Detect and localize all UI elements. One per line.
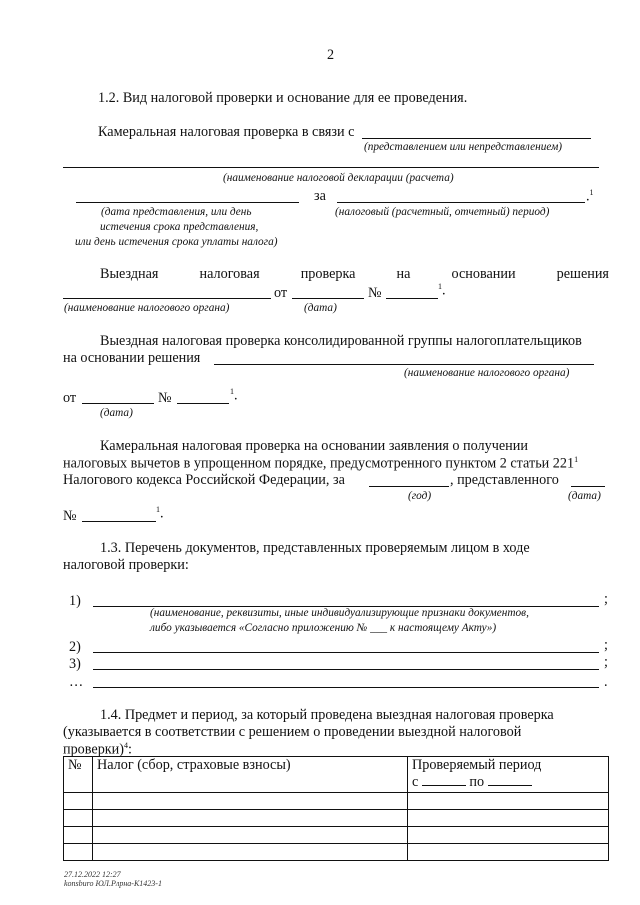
word-no: №	[63, 508, 77, 524]
section-1-4-title-1: 1.4. Предмет и период, за который проведена выездная налоговая проверка	[100, 707, 554, 723]
doc-item-number: 3)	[69, 656, 81, 672]
word-za: за	[314, 188, 326, 204]
doc-item-number: 2)	[69, 639, 81, 655]
consolidated-date-field[interactable]	[82, 403, 154, 404]
submission-date-field[interactable]	[76, 202, 299, 203]
simplified-line-3-b: , представленного	[450, 472, 559, 488]
word-ot: от	[274, 285, 288, 301]
declaration-hint: (наименование налоговой декларации (расчета)	[223, 172, 454, 184]
consolidated-line-2: на основании решения	[63, 350, 201, 366]
footnote-ref: 1	[589, 188, 594, 197]
col-tax-header: Налог (сбор, страховые взносы)	[93, 757, 408, 793]
simplified-line-2: налоговых вычетов в упрощенном порядке, предусмотренного пунктом 2 статьи $221^1$	[63, 455, 579, 472]
consolidated-number-field[interactable]	[177, 403, 229, 404]
consolidated-organ-hint: (наименование налогового органа)	[404, 367, 570, 379]
simplified-number-field[interactable]	[82, 521, 156, 522]
word-ot: от	[63, 390, 77, 406]
consolidated-organ-field[interactable]	[214, 364, 594, 365]
date-hint-1: (дата представления, или день	[101, 206, 252, 218]
section-1-4-title-2: (указывается в соответствии с решением о проведении выездной налоговой	[63, 724, 522, 740]
footnote-ref: 1	[438, 282, 442, 291]
doc-item-field[interactable]	[93, 652, 599, 653]
word-no: №	[158, 390, 172, 406]
consolidated-date-hint: (дата)	[100, 407, 133, 419]
doc-item-number: 1)	[69, 593, 81, 609]
table-row[interactable]	[64, 844, 609, 861]
table-row[interactable]	[64, 793, 609, 810]
simplified-line-1: Камеральная налоговая проверка на основании заявления о получении	[100, 438, 528, 454]
period-hint: (налоговый (расчетный, отчетный) период)	[335, 206, 550, 218]
simplified-date-field[interactable]	[571, 486, 605, 487]
footnote-ref: 1	[230, 387, 234, 396]
declaration-name-field[interactable]	[63, 167, 599, 168]
field-audit-line: Выездная налоговая проверка на основании решения	[100, 266, 609, 282]
col-number-header: №	[64, 757, 93, 793]
simplified-year-field[interactable]	[369, 486, 449, 487]
doc-item-field[interactable]	[93, 687, 599, 688]
simplified-line-3-a: Налогового кодекса Российской Федерации, за	[63, 472, 345, 488]
doc-item-end: ;	[604, 654, 608, 670]
section-1-4-title-3: проверки)$^4$:	[63, 741, 132, 758]
footnote-ref: 1	[156, 505, 160, 514]
audit-organ-field[interactable]	[63, 298, 271, 299]
doc-item-field[interactable]	[93, 669, 599, 670]
table-row[interactable]	[64, 827, 609, 844]
submission-hint: (представлением или непредставлением)	[364, 141, 563, 153]
cameral-lead: Камеральная налоговая проверка в связи с	[98, 124, 355, 140]
col-period-header: Проверяемый период с по	[408, 757, 609, 793]
date-hint-2: истечения срока представления,	[100, 221, 259, 233]
page-number: 2	[327, 47, 335, 63]
footer-timestamp: 27.12.2022 12:27	[64, 870, 121, 879]
doc-hint-1: (наименование, реквизиты, иные индивидуализирующие признаки документов,	[150, 607, 529, 619]
doc-item-end: ;	[604, 591, 608, 607]
submission-field[interactable]	[362, 138, 591, 139]
simplified-date-hint: (дата)	[568, 490, 601, 502]
doc-hint-2: либо указывается «Согласно приложению № ___ к настоящему Акту»)	[150, 622, 497, 634]
subject-period-table	[63, 756, 609, 861]
doc-item-number: …	[69, 674, 84, 690]
simplified-year-hint: (год)	[408, 490, 432, 502]
table-row[interactable]	[64, 810, 609, 827]
doc-item-end: ;	[604, 637, 608, 653]
doc-item-end: .	[604, 674, 608, 690]
audit-date-field[interactable]	[292, 298, 364, 299]
consolidated-line-1: Выездная налоговая проверка консолидированной группы налогоплательщиков	[100, 333, 582, 349]
word-no: №	[368, 285, 382, 301]
audit-number-field[interactable]	[386, 298, 438, 299]
audit-date-hint: (дата)	[304, 302, 337, 314]
section-1-3-title-2: налоговой проверки:	[63, 557, 189, 573]
tax-period-field[interactable]	[337, 202, 585, 203]
date-hint-3: или день истечения срока уплаты налога)	[75, 236, 278, 248]
audit-organ-hint: (наименование налогового органа)	[64, 302, 230, 314]
section-1-3-title-1: 1.3. Перечень документов, представленных проверяемым лицом в ходе	[100, 540, 530, 556]
footer-doc-id: konsburo ЮЛ.Рлрна-К1423-1	[64, 879, 162, 888]
section-1-2-title: 1.2. Вид налоговой проверки и основание для ее проведения.	[98, 90, 468, 106]
